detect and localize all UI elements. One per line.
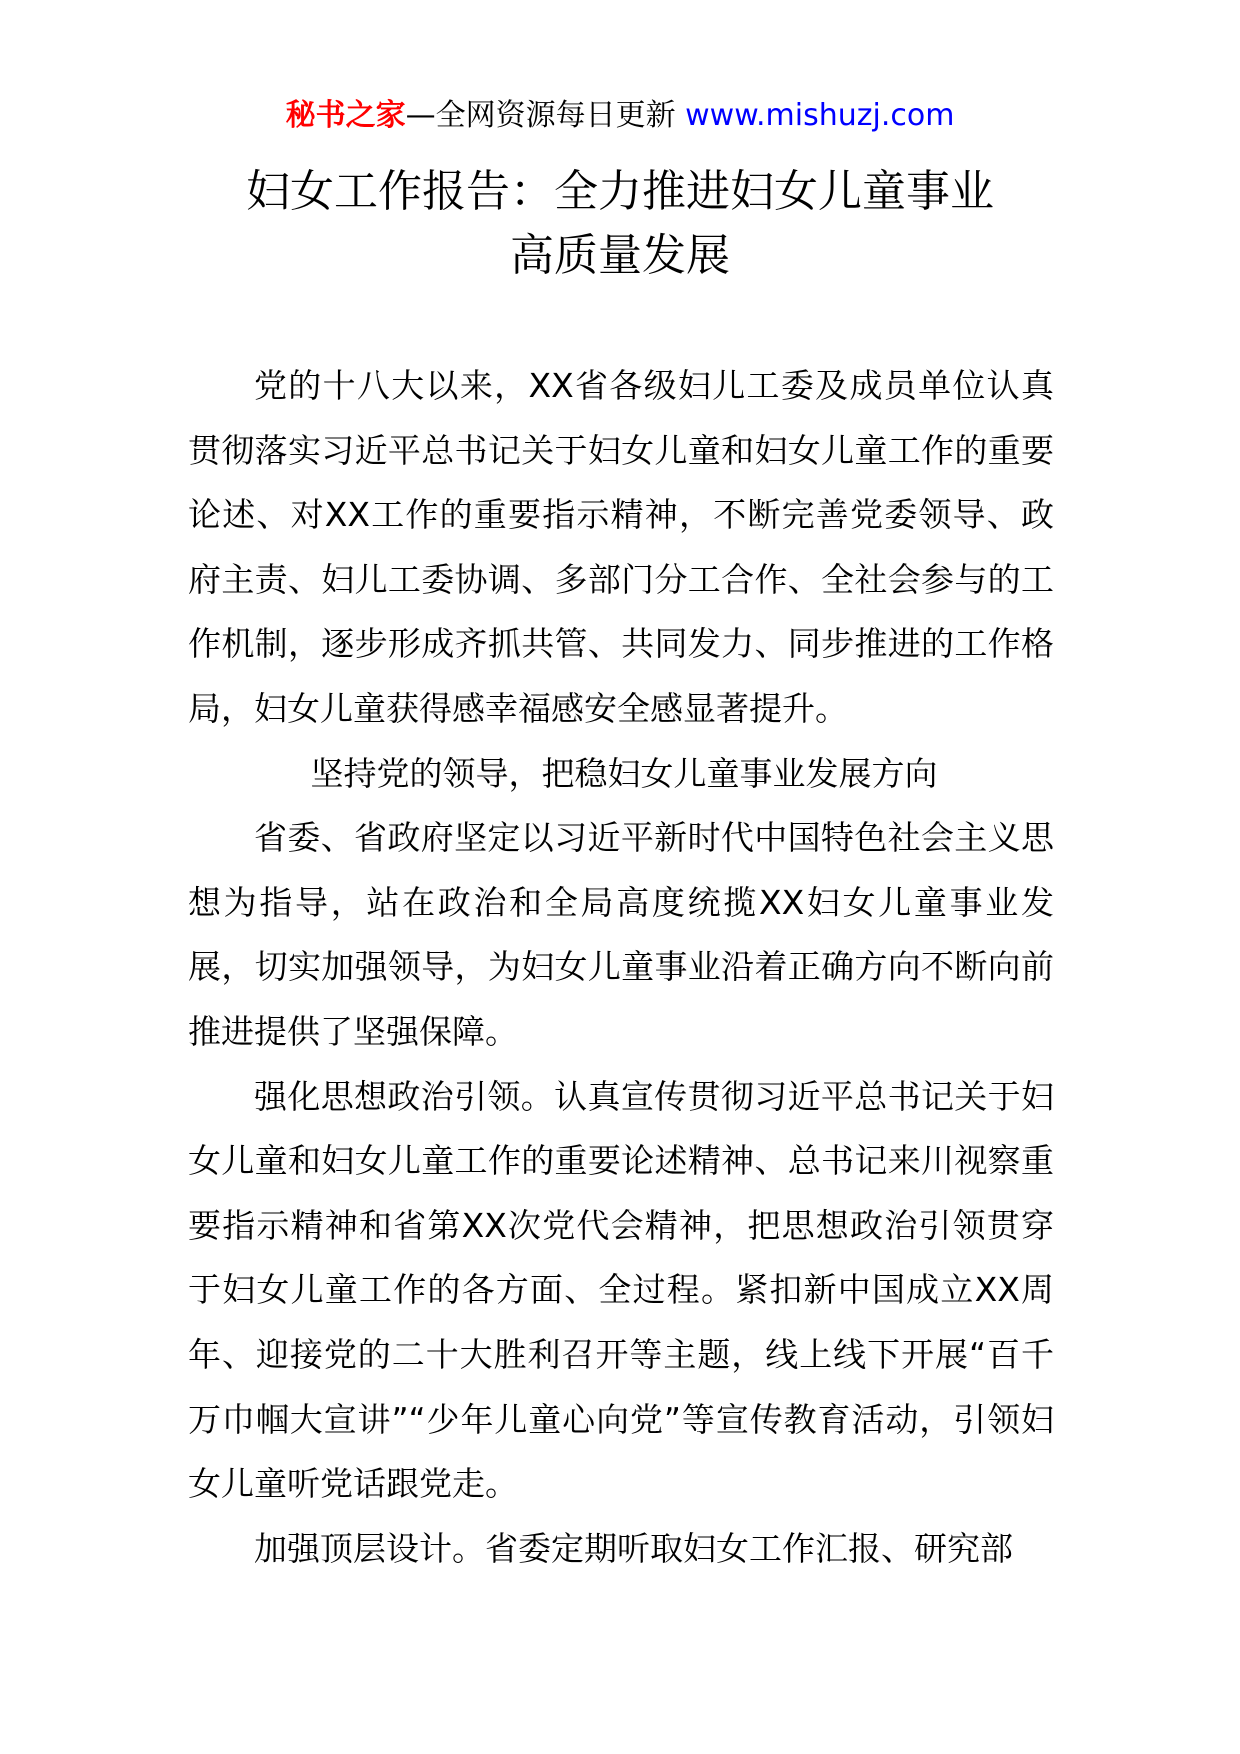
site-tagline: —全网资源每日更新 [405,98,676,133]
site-banner [0,96,1240,136]
paragraph-intro: 党的十八大以来，XX省各级妇儿工委及成员单位认真贯彻落实习近平总书记关于妇女儿童和妇女儿童工作的重要论述、对XX工作的重要指示精神，不断完善党委领导、政府主责、妇儿工委协调、多部门分工合作、全社会参与的工作机制，逐步形成齐抓共管、共同发力、同步推进的工作格局，妇女儿童获得感幸福感安全感显著提升。 [188,366,1054,728]
paragraph-top-level-design: 加强顶层设计。省委定期听取妇女工作汇报、研究部 [254,1528,1013,1568]
section-heading: 坚持党的领导，把稳妇女儿童事业发展方向 [310,753,938,793]
site-brand: 秘书之家 [285,98,406,133]
document-title-line-2: 高质量发展 [510,230,730,281]
document-title [0,160,1240,288]
document-title-line-1: 妇女工作报告：全力推进妇女儿童事业 [246,166,994,217]
site-url-link[interactable]: www.mishuzj.com [685,98,955,133]
document-body [188,354,1054,1581]
paragraph-leadership: 省委、省政府坚定以习近平新时代中国特色社会主义思想为指导，站在政治和全局高度统揽XX妇女儿童事业发展，切实加强领导，为妇女儿童事业沿着正确方向不断向前推进提供了坚强保障。 [188,818,1054,1051]
paragraph-ideological-guidance: 强化思想政治引领。认真宣传贯彻习近平总书记关于妇女儿童和妇女儿童工作的重要论述精神、总书记来川视察重要指示精神和省第XX次党代会精神，把思想政治引领贯穿于妇女儿童工作的各方面、全过程。紧扣新中国成立XX周年、迎接党的二十大胜利召开等主题，线上线下开展“百千万巾帼大宣讲”“少年儿童心向党”等宣传教育活动，引领妇女儿童听党话跟党走。 [188,1076,1054,1504]
